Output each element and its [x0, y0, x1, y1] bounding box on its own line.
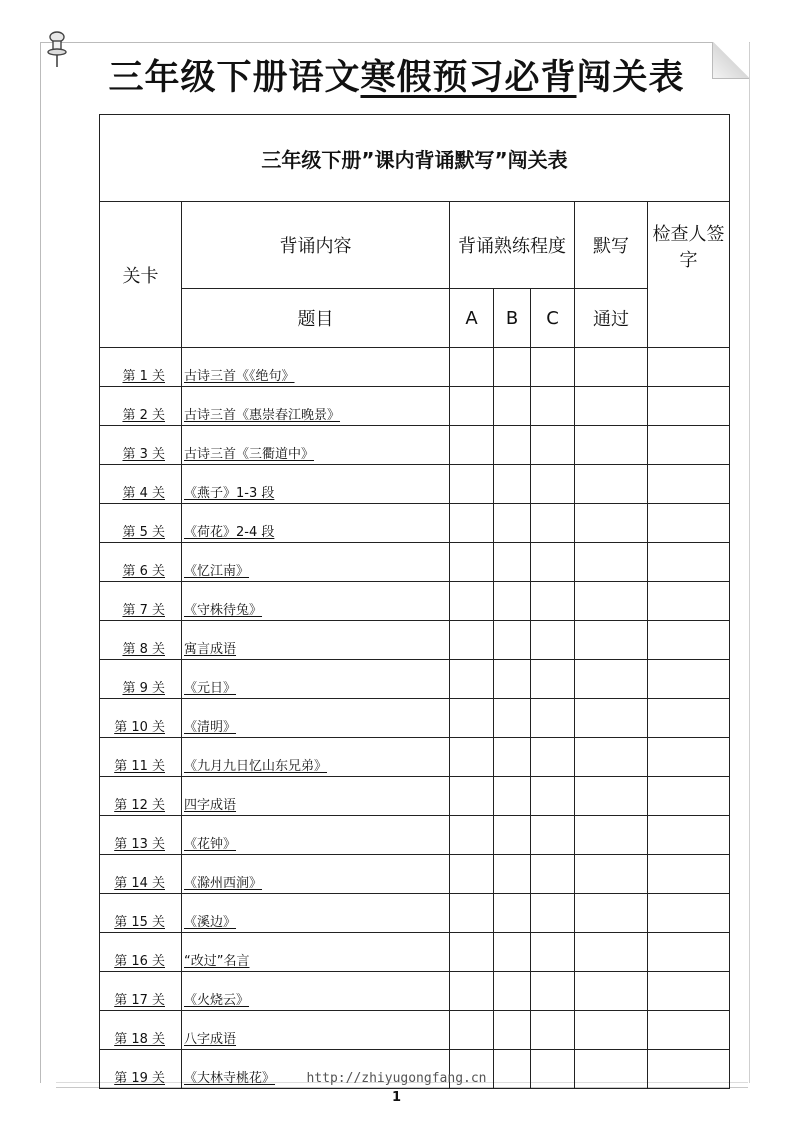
grade-b-cell[interactable] — [494, 426, 531, 465]
checklist-table — [99, 114, 730, 1089]
stage-cell — [100, 387, 182, 426]
grade-c-cell[interactable] — [531, 972, 575, 1011]
topic-cell-text: 古诗三首《惠崇春江晚景》 — [184, 408, 341, 423]
grade-b-cell[interactable] — [494, 348, 531, 387]
grade-c-cell[interactable] — [531, 933, 575, 972]
grade-c-cell[interactable] — [531, 543, 575, 582]
topic-cell — [182, 543, 450, 582]
topic-cell-text: 《火烧云》 — [184, 993, 250, 1008]
title-part-grade: 三年级下册语文 — [108, 58, 361, 98]
grade-c-cell[interactable] — [531, 621, 575, 660]
topic-cell — [182, 582, 450, 621]
page-number: 1 — [391, 1090, 402, 1105]
grade-a-cell[interactable] — [450, 504, 494, 543]
grade-a-cell[interactable] — [450, 738, 494, 777]
stage-cell — [100, 855, 182, 894]
header-grade-c: C — [531, 289, 575, 348]
stage-cell-text: 第 15 关 — [114, 915, 165, 930]
grade-a-cell[interactable] — [450, 348, 494, 387]
pass-cell[interactable] — [575, 972, 648, 1011]
table-row — [100, 816, 730, 855]
signature-cell[interactable] — [648, 660, 730, 699]
topic-cell-text: 《清明》 — [184, 720, 237, 735]
header-topic: 题目 — [182, 289, 450, 348]
pass-cell[interactable] — [575, 894, 648, 933]
topic-cell — [182, 816, 450, 855]
grade-b-cell[interactable] — [494, 504, 531, 543]
signature-cell[interactable] — [648, 777, 730, 816]
grade-b-cell[interactable] — [494, 699, 531, 738]
stage-cell-text: 第 11 关 — [114, 759, 165, 774]
grade-a-cell[interactable] — [450, 777, 494, 816]
header-dictation: 默写 — [575, 202, 648, 289]
stage-cell — [100, 738, 182, 777]
stage-cell — [100, 426, 182, 465]
pass-cell[interactable] — [575, 348, 648, 387]
pass-cell[interactable] — [575, 738, 648, 777]
topic-cell-text: 《大林寺桃花》 — [184, 1071, 276, 1086]
stage-cell-text: 第 6 关 — [122, 564, 165, 579]
topic-cell-text: 《溪边》 — [184, 915, 237, 930]
stage-cell — [100, 972, 182, 1011]
grade-b-cell[interactable] — [494, 738, 531, 777]
signature-cell[interactable] — [648, 1011, 730, 1050]
pass-cell[interactable] — [575, 816, 648, 855]
stage-cell-text: 第 5 关 — [122, 525, 165, 540]
header-proficiency: 背诵熟练程度 — [450, 202, 575, 289]
grade-c-cell[interactable] — [531, 1011, 575, 1050]
table-row — [100, 660, 730, 699]
header-grade-b: B — [494, 289, 531, 348]
stage-cell — [100, 933, 182, 972]
table-row — [100, 972, 730, 1011]
table-row — [100, 387, 730, 426]
grade-b-cell[interactable] — [494, 465, 531, 504]
header-pass: 通过 — [575, 289, 648, 348]
stage-cell-text: 第 1 关 — [122, 369, 165, 384]
grade-a-cell[interactable] — [450, 699, 494, 738]
stage-cell — [100, 699, 182, 738]
signature-cell[interactable] — [648, 621, 730, 660]
title-part-underlined: 寒假预习必背 — [360, 58, 577, 98]
footer-url: http://zhiyugongfang.cn — [306, 1071, 487, 1086]
pass-cell[interactable] — [575, 465, 648, 504]
topic-cell-text: 《花钟》 — [184, 837, 237, 852]
grade-a-cell[interactable] — [450, 465, 494, 504]
grade-a-cell[interactable] — [450, 387, 494, 426]
stage-cell-text: 第 10 关 — [114, 720, 165, 735]
table-row — [100, 465, 730, 504]
grade-b-cell[interactable] — [494, 621, 531, 660]
stage-cell — [100, 894, 182, 933]
pass-cell[interactable] — [575, 582, 648, 621]
stage-cell — [100, 465, 182, 504]
grade-a-cell[interactable] — [450, 660, 494, 699]
pass-cell[interactable] — [575, 933, 648, 972]
pass-cell[interactable] — [575, 660, 648, 699]
signature-cell[interactable] — [648, 465, 730, 504]
grade-b-cell[interactable] — [494, 543, 531, 582]
table-row — [100, 699, 730, 738]
table-row — [100, 582, 730, 621]
topic-cell — [182, 894, 450, 933]
grade-c-cell[interactable] — [531, 348, 575, 387]
stage-cell-text: 第 8 关 — [122, 642, 165, 657]
topic-cell-text: 四字成语 — [184, 798, 237, 813]
topic-cell-text: 《滁州西涧》 — [184, 876, 263, 891]
table-row — [100, 738, 730, 777]
pass-cell[interactable] — [575, 699, 648, 738]
pass-cell[interactable] — [575, 543, 648, 582]
stage-cell-text: 第 17 关 — [114, 993, 165, 1008]
grade-a-cell[interactable] — [450, 543, 494, 582]
topic-cell — [182, 426, 450, 465]
signature-cell[interactable] — [648, 426, 730, 465]
signature-cell[interactable] — [648, 855, 730, 894]
table-row — [100, 777, 730, 816]
grade-b-cell[interactable] — [494, 855, 531, 894]
table-row — [100, 894, 730, 933]
signature-cell[interactable] — [648, 504, 730, 543]
grade-a-cell[interactable] — [450, 816, 494, 855]
topic-cell — [182, 621, 450, 660]
header-grade-a: A — [450, 289, 494, 348]
stage-cell — [100, 660, 182, 699]
signature-cell[interactable] — [648, 933, 730, 972]
table-row — [100, 1011, 730, 1050]
grade-c-cell[interactable] — [531, 855, 575, 894]
topic-cell-text: 《忆江南》 — [184, 564, 250, 579]
table-row — [100, 855, 730, 894]
stage-cell-text: 第 13 关 — [114, 837, 165, 852]
pass-cell[interactable] — [575, 426, 648, 465]
grade-a-cell[interactable] — [450, 621, 494, 660]
pass-cell[interactable] — [575, 1011, 648, 1050]
table-row — [100, 348, 730, 387]
grade-a-cell[interactable] — [450, 582, 494, 621]
grade-c-cell[interactable] — [531, 465, 575, 504]
topic-cell-text: 《燕子》1-3 段 — [184, 486, 275, 501]
grade-a-cell[interactable] — [450, 972, 494, 1011]
signature-cell[interactable] — [648, 699, 730, 738]
topic-cell — [182, 660, 450, 699]
title-part-end: 闯关表 — [576, 58, 685, 98]
pass-cell[interactable] — [575, 621, 648, 660]
pass-cell[interactable] — [575, 504, 648, 543]
stage-cell-text: 第 3 关 — [122, 447, 165, 462]
signature-cell[interactable] — [648, 348, 730, 387]
topic-cell — [182, 1011, 450, 1050]
stage-cell-text: 第 7 关 — [122, 603, 165, 618]
signature-cell[interactable] — [648, 894, 730, 933]
stage-cell-text: 第 2 关 — [122, 408, 165, 423]
topic-cell — [182, 855, 450, 894]
signature-cell[interactable] — [648, 543, 730, 582]
header-level: 关卡 — [100, 202, 182, 348]
topic-cell — [182, 465, 450, 504]
grade-b-cell[interactable] — [494, 972, 531, 1011]
stage-cell — [100, 543, 182, 582]
signature-cell[interactable] — [648, 816, 730, 855]
topic-cell-text: “改过”名言 — [184, 954, 250, 969]
pass-cell[interactable] — [575, 855, 648, 894]
grade-b-cell[interactable] — [494, 777, 531, 816]
grade-a-cell[interactable] — [450, 933, 494, 972]
stage-cell — [100, 777, 182, 816]
stage-cell — [100, 1011, 182, 1050]
stage-cell-text: 第 19 关 — [114, 1071, 165, 1086]
grade-c-cell[interactable] — [531, 504, 575, 543]
topic-cell-text: 八字成语 — [184, 1032, 237, 1047]
topic-cell-text: 古诗三首《《绝句》 — [184, 369, 295, 384]
stage-cell-text: 第 14 关 — [114, 876, 165, 891]
grade-c-cell[interactable] — [531, 816, 575, 855]
checklist-rows — [100, 348, 730, 1089]
stage-cell — [100, 348, 182, 387]
pass-cell[interactable] — [575, 387, 648, 426]
table-row — [100, 543, 730, 582]
grade-b-cell[interactable] — [494, 387, 531, 426]
topic-cell — [182, 933, 450, 972]
topic-cell-text: 《荷花》2-4 段 — [184, 525, 275, 540]
header-content: 背诵内容 — [182, 202, 450, 289]
stage-cell-text: 第 18 关 — [114, 1032, 165, 1047]
grade-b-cell[interactable] — [494, 660, 531, 699]
table-row — [100, 933, 730, 972]
grade-b-cell[interactable] — [494, 582, 531, 621]
page-title — [0, 50, 793, 100]
topic-cell — [182, 504, 450, 543]
grade-b-cell[interactable] — [494, 933, 531, 972]
grade-c-cell[interactable] — [531, 894, 575, 933]
stage-cell — [100, 504, 182, 543]
stage-cell-text: 第 12 关 — [114, 798, 165, 813]
topic-cell-text: 《元日》 — [184, 681, 237, 696]
signature-cell[interactable] — [648, 738, 730, 777]
grade-c-cell[interactable] — [531, 582, 575, 621]
table-row — [100, 426, 730, 465]
pass-cell[interactable] — [575, 777, 648, 816]
stage-cell — [100, 582, 182, 621]
stage-cell-text: 第 4 关 — [122, 486, 165, 501]
topic-cell — [182, 738, 450, 777]
grade-c-cell[interactable] — [531, 387, 575, 426]
topic-cell-text: 《九月九日忆山东兄弟》 — [184, 759, 328, 774]
topic-cell — [182, 777, 450, 816]
signature-cell[interactable] — [648, 582, 730, 621]
grade-c-cell[interactable] — [531, 777, 575, 816]
grade-b-cell[interactable] — [494, 894, 531, 933]
topic-cell — [182, 972, 450, 1011]
table-caption: 三年级下册”课内背诵默写”闯关表 — [100, 115, 730, 202]
stage-cell — [100, 816, 182, 855]
grade-a-cell[interactable] — [450, 855, 494, 894]
topic-cell — [182, 387, 450, 426]
grade-c-cell[interactable] — [531, 699, 575, 738]
grade-b-cell[interactable] — [494, 816, 531, 855]
table-row — [100, 621, 730, 660]
topic-cell-text: 寓言成语 — [184, 642, 237, 657]
signature-cell[interactable] — [648, 387, 730, 426]
stage-cell-text: 第 9 关 — [122, 681, 165, 696]
topic-cell — [182, 348, 450, 387]
grade-c-cell[interactable] — [531, 738, 575, 777]
grade-a-cell[interactable] — [450, 1011, 494, 1050]
grade-a-cell[interactable] — [450, 894, 494, 933]
header-checker: 检查人签字 — [648, 202, 730, 348]
stage-cell — [100, 621, 182, 660]
grade-c-cell[interactable] — [531, 660, 575, 699]
grade-c-cell[interactable] — [531, 426, 575, 465]
topic-cell-text: 《守株待兔》 — [184, 603, 263, 618]
signature-cell[interactable] — [648, 972, 730, 1011]
table-row — [100, 504, 730, 543]
topic-cell — [182, 699, 450, 738]
grade-b-cell[interactable] — [494, 1011, 531, 1050]
grade-a-cell[interactable] — [450, 426, 494, 465]
topic-cell-text: 古诗三首《三衢道中》 — [184, 447, 315, 462]
stage-cell-text: 第 16 关 — [114, 954, 165, 969]
